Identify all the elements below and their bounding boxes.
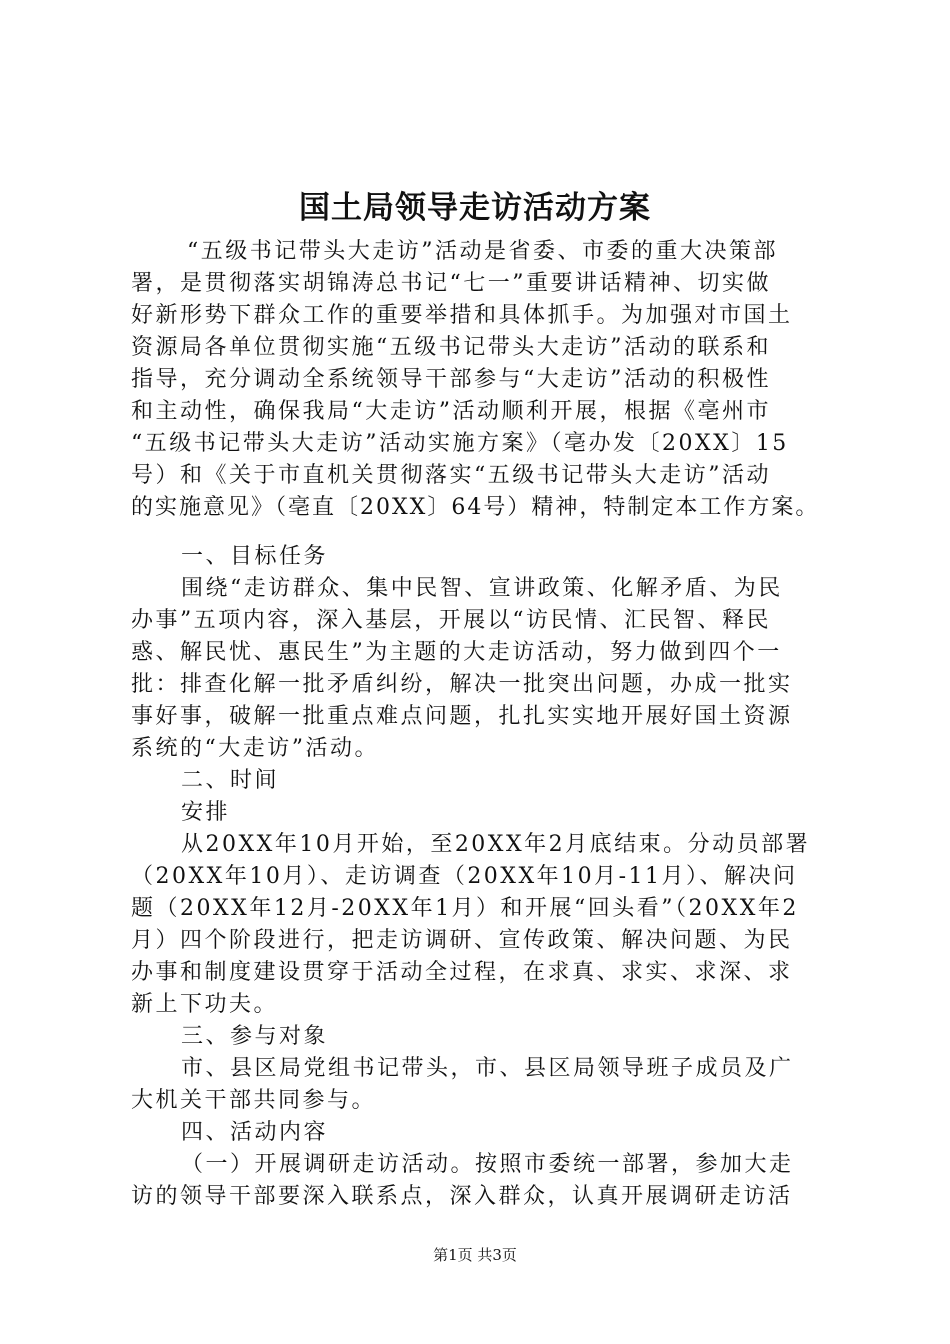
paragraph-line: 的实施意见》（亳直〔20XX〕64号）精神，特制定本工作方案。 (131, 495, 820, 520)
paragraph-line: （20XX年10月）、走访调查（20XX年10月-11月）、解决问 (131, 864, 798, 889)
section-heading-content: 四、活动内容 (181, 1120, 329, 1145)
paragraph-line: 月）四个阶段进行，把走访调研、宣传政策、解决问题、为民 (131, 928, 793, 953)
paragraph-line: 号）和《关于市直机关贯彻落实“五级书记带头大走访”活动 (131, 463, 771, 488)
paragraph-line: 办事和制度建设贯穿于活动全过程，在求真、求实、求深、求 (131, 960, 793, 985)
section-heading-arrangement: 安排 (181, 800, 231, 825)
paragraph-line: 新上下功夫。 (131, 992, 279, 1017)
document-title: 国土局领导走访活动方案 (299, 190, 651, 226)
paragraph-line: 指导，充分调动全系统领导干部参与“大走访”活动的积极性 (131, 367, 771, 392)
paragraph-line: 系统的“大走访”活动。 (131, 736, 379, 761)
paragraph-line: 惑、解民忧、惠民生”为主题的大走访活动，努力做到四个一 (131, 640, 782, 665)
paragraph-line: 资源局各单位贯彻实施“五级书记带头大走访”活动的联系和 (131, 335, 771, 360)
paragraph-line: 办事”五项内容，深入基层，开展以“访民情、汇民智、释民 (131, 608, 771, 633)
paragraph-line: 题（20XX年12月-20XX年1月）和开展“回头看”（20XX年2 (131, 896, 799, 921)
paragraph-line: 好新形势下群众工作的重要举措和具体抓手。为加强对市国土 (131, 303, 793, 328)
paragraph-line: “五级书记带头大走访”活动是省委、市委的重大决策部 (187, 239, 778, 264)
paragraph-line: 和主动性，确保我局“大走访”活动顺利开展，根据《亳州市 (131, 399, 771, 424)
section-heading-goals: 一、目标任务 (181, 544, 329, 569)
page-number-footer: 第1页 共3页 (433, 1246, 517, 1264)
paragraph-line: 批：排查化解一批矛盾纠纷，解决一批突出问题，办成一批实 (131, 672, 793, 697)
paragraph-line: 大机关干部共同参与。 (131, 1088, 377, 1113)
paragraph-line: （一）开展调研走访活动。按照市委统一部署，参加大走 (181, 1152, 794, 1177)
paragraph-line: 访的领导干部要深入联系点，深入群众，认真开展调研走访活 (131, 1184, 793, 1209)
paragraph-line: 围绕“走访群众、集中民智、宣讲政策、化解矛盾、为民 (181, 576, 783, 601)
paragraph-line: 市、县区局党组书记带头，市、县区局领导班子成员及广 (181, 1056, 794, 1081)
paragraph-line: 署，是贯彻落实胡锦涛总书记“七一”重要讲话精神、切实做 (131, 271, 771, 296)
section-heading-participants: 三、参与对象 (181, 1024, 329, 1049)
paragraph-line: 事好事，破解一批重点难点问题，扎扎实实地开展好国土资源 (131, 704, 793, 729)
paragraph-line: 从20XX年10月开始，至20XX年2月底结束。分动员部署 (181, 832, 811, 857)
paragraph-line: “五级书记带头大走访”活动实施方案》（亳办发〔20XX〕15 (131, 431, 789, 456)
section-heading-time: 二、时间 (181, 768, 280, 793)
